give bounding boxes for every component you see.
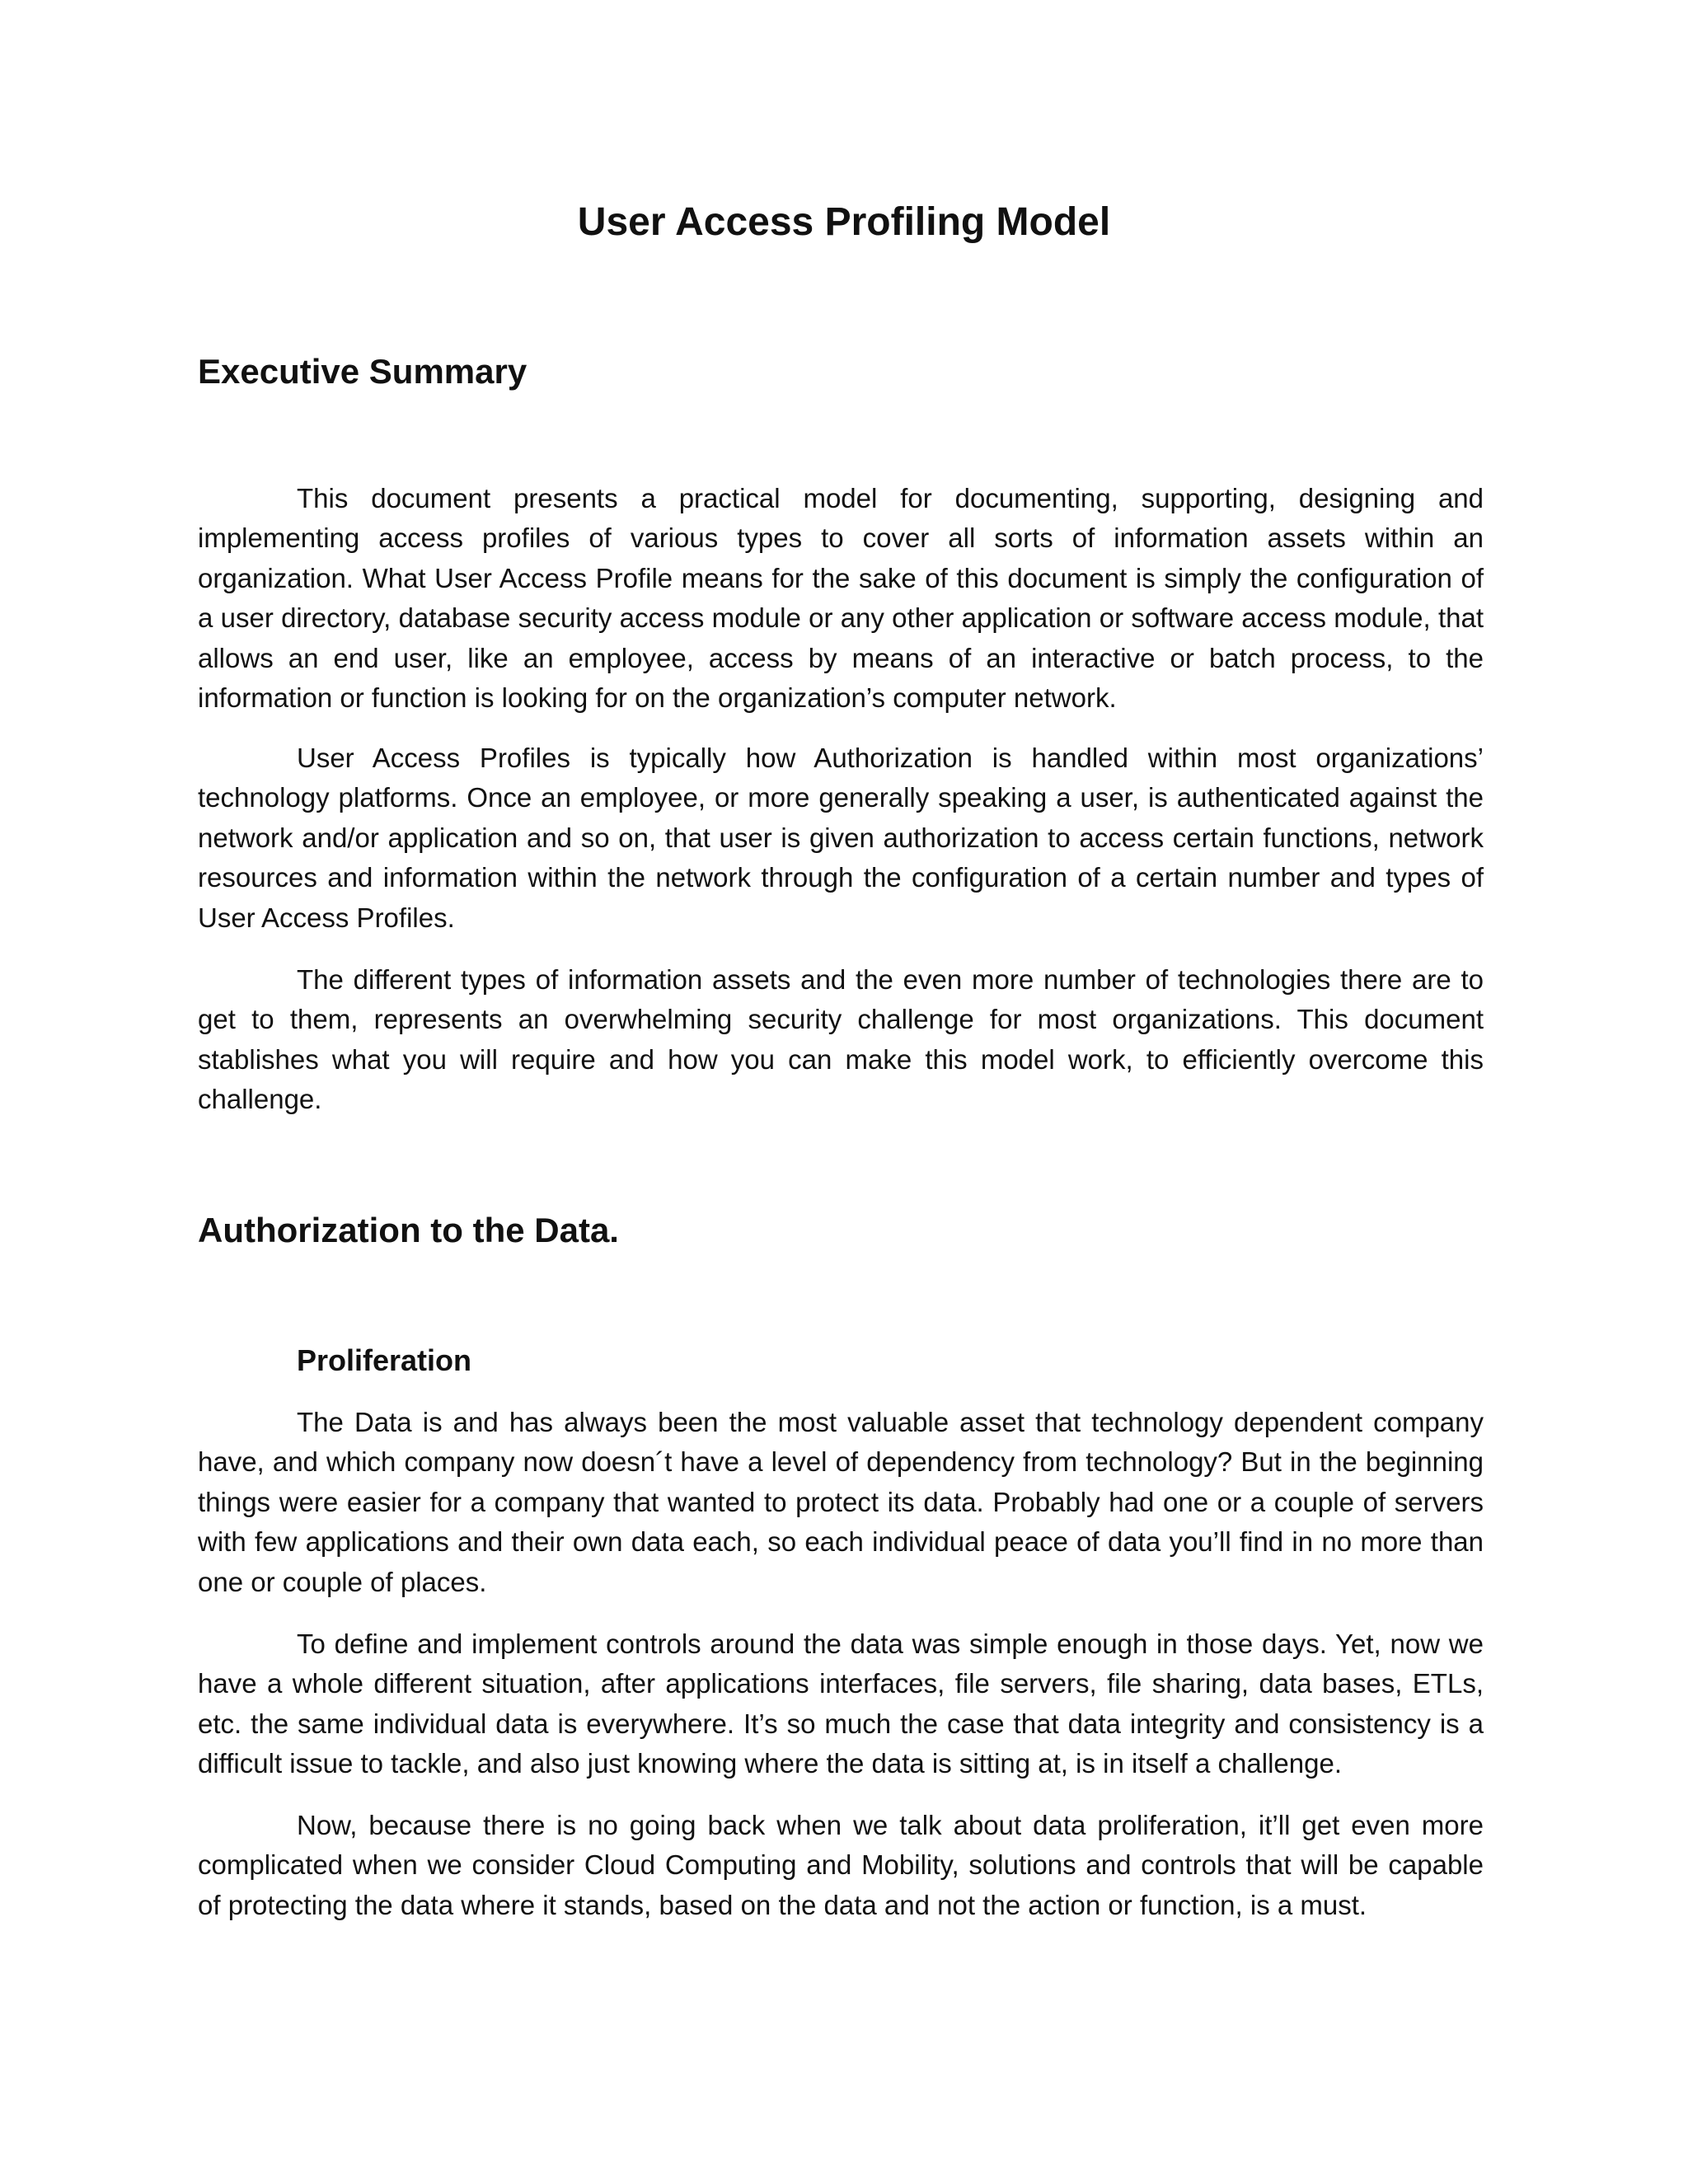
executive-summary-paragraph-2: User Access Profiles is typically how Authorization is handled within most organizations’ technology platforms. Once an employee, or more generally speaking a user, is authenticated against the network and/or application and so on, that user is given authorization to access certain functions, network resources and information within the network through the configuration of a certain number and types of User Access Profiles. — [198, 743, 1484, 933]
executive-summary-paragraph-3: The different types of information assets and the even more number of technologies there are to get to them, represents an overwhelming security challenge for most organizations. This document stablishes what you will require and how you can make this model work, to efficiently overcome this challenge. — [198, 964, 1484, 1115]
authorization-heading: Authorization to the Data. — [198, 1211, 619, 1249]
proliferation-paragraph-3: Now, because there is no going back when we talk about data proliferation, it’ll get even more complicated when we consider Cloud Computing and Mobility, solutions and controls that will be capable of protecting the data where it stands, based on the data and not the action or function, is a must. — [198, 1810, 1484, 1920]
executive-summary-paragraph-1: This document presents a practical model for documenting, supporting, designing and implementing access profiles of various types to cover all sorts of information assets within an organization. What User Access Profile means for the sake of this document is simply the configuration of a user directory, database security access module or any other application or software access module, that allows an end user, like an employee, access by means of an interactive or batch process, to the information or function is looking for on the organization’s computer network. — [198, 483, 1484, 714]
executive-summary-heading: Executive Summary — [198, 352, 528, 391]
proliferation-paragraph-2: To define and implement controls around the data was simple enough in those days. Yet, now we have a whole different situation, after applications interfaces, file servers, file sharing, data bases, ETLs, etc. the same individual data is everywhere. It’s so much the case that data integrity and consistency is a difficult issue to tackle, and also just knowing where the data is sitting at, is in itself a challenge. — [198, 1629, 1484, 1779]
document-title: User Access Profiling Model — [577, 200, 1111, 244]
proliferation-subheading: Proliferation — [297, 1343, 472, 1377]
proliferation-paragraph-1: The Data is and has always been the most valuable asset that technology dependent company have, and which company now doesn´t have a level of dependency from technology? But in the beginning things were easier for a company that wanted to protect its data. Probably had one or a couple of servers with few applications and their own data each, so each individual peace of data you’ll find in no more than one or couple of places. — [198, 1407, 1484, 1597]
